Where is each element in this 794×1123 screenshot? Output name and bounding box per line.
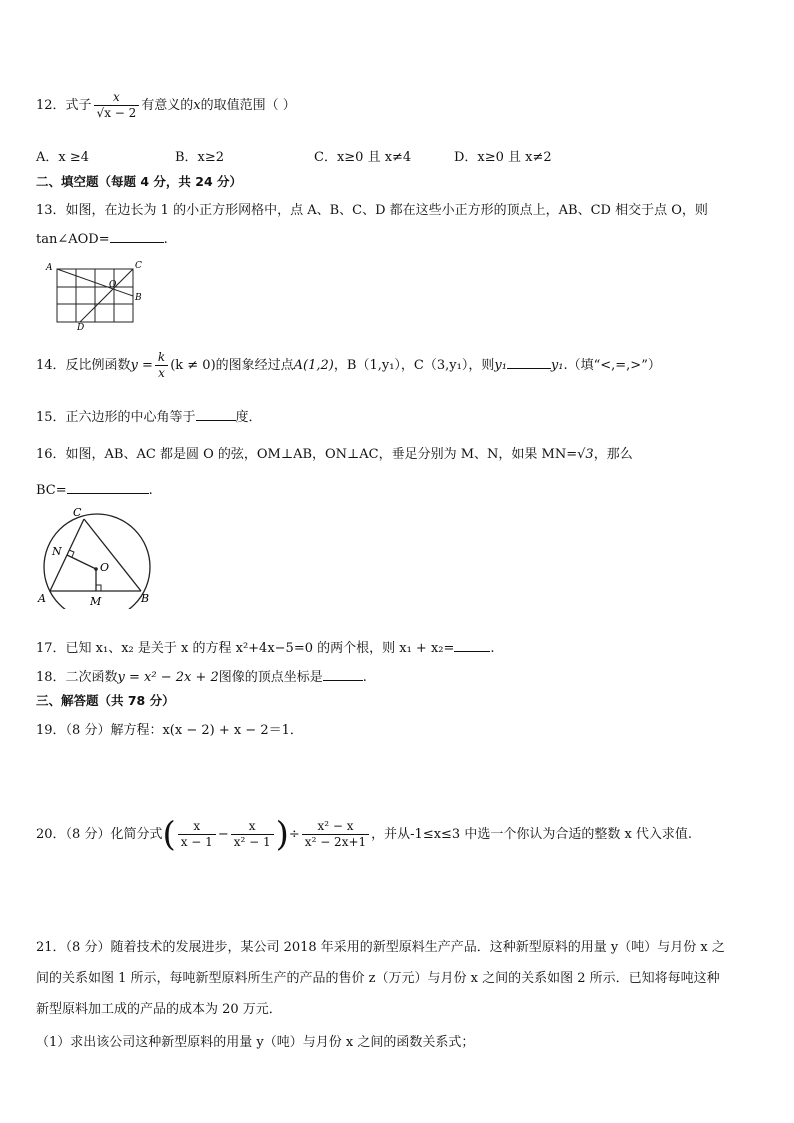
q12-option-b: B．x≥2 — [175, 150, 225, 165]
q12-suffix-a: 有意义的 — [141, 98, 194, 113]
q12-option-c: C．x≥0 且 x≠4 — [314, 150, 412, 165]
q18-mid: 图像的顶点坐标是 — [218, 670, 323, 685]
q17-text: 17．已知 x₁、x₂ 是关于 x 的方程 x²+4x−5=0 的两个根，则 x₁ + x₂= — [36, 641, 455, 656]
q18-line — [36, 666, 367, 685]
q21-line1: 21．（8 分）随着技术的发展进步，某公司 2018 年采用的新型原料生产产品．这种新型原料的用量 y（吨）与月份 x 之 — [36, 940, 725, 955]
q20-line — [36, 815, 692, 855]
q16-text: 16．如图，AB、AC 都是圆 O 的弦，OM⊥AB，ON⊥AC，垂足分别为 M、N，如果 MN= — [36, 447, 578, 462]
q20-minus: − — [217, 827, 229, 842]
q21-line2: 间的关系如图 1 所示，每吨新型原料所生产的产品的售价 z（万元）与月份 x 之间的关系如图 2 所示．已知将每吨这种 — [36, 971, 720, 986]
q12-suffix-b: 的取值范围（ ） — [200, 98, 296, 113]
q13-label-b: B — [135, 293, 142, 303]
q16-label-a: A — [38, 592, 46, 605]
segment-cd — [80, 269, 133, 322]
q14-y1-right: y₁ — [550, 358, 564, 373]
q21-sub1: （1）求出该公司这种新型原料的用量 y（吨）与月份 x 之间的函数关系式； — [36, 1035, 475, 1050]
q18-function: y = x² − 2x + 2 — [117, 670, 219, 685]
q16-text-end: ，那么 — [593, 447, 633, 462]
segment-on — [67, 555, 96, 569]
q14-sep2: ， — [400, 358, 414, 373]
q12-prefix: 12．式子 — [36, 98, 92, 113]
q18-period: . — [362, 670, 367, 685]
q14-condition: (k ≠ 0)的图象经过点 — [170, 358, 294, 373]
q12-var: x — [193, 98, 201, 113]
q20-prefix: 20．（8 分）化简分式 — [36, 827, 163, 842]
q14-then: ，则 — [468, 358, 495, 373]
q20-fraction-2 — [231, 819, 274, 850]
q20-divide: ÷ — [288, 827, 300, 842]
q13-tan-label: tan∠AOD= — [36, 232, 110, 247]
q13-line2 — [36, 230, 168, 247]
q13-line1: 13．如图，在边长为 1 的小正方形网格中，点 A、B、C、D 都在这些小正方形的顶点上，AB、CD 相交于点 O，则 — [36, 203, 708, 218]
section-3-heading: 三、解答题（共 78 分） — [36, 693, 175, 708]
center-dot — [94, 567, 98, 571]
segment-bc — [84, 519, 141, 591]
q21-line3: 新型原料加工成的产品的成本为 20 万元． — [36, 1002, 282, 1017]
right-paren: ) — [275, 814, 289, 855]
q20-suffix: ，并从-1≤x≤3 中选一个你认为合适的整数 x 代入求值. — [371, 827, 693, 842]
q16-label-o: O — [100, 561, 110, 574]
q16-period: . — [148, 483, 153, 498]
q16-answer-blank — [67, 481, 149, 494]
q18-prefix: 18．二次函数 — [36, 670, 118, 685]
q14-y1-left: y₁ — [494, 358, 507, 373]
q14-fraction — [155, 350, 168, 381]
q16-label-n: N — [52, 545, 62, 558]
q15-prefix: 15．正六边形的中心角等于 — [36, 410, 196, 425]
right-angle-m — [96, 585, 101, 591]
q16-line2 — [36, 481, 153, 498]
q20-f3-den: x² − 2x+1 — [304, 835, 367, 849]
q20-f1-num: x — [178, 819, 216, 835]
q14-point-a: A(1,2) — [293, 358, 334, 373]
q14-answer-blank — [507, 356, 551, 369]
q13-label-o: O — [109, 280, 117, 290]
q15-line — [36, 406, 262, 425]
q17-period: . — [490, 641, 495, 656]
q19-line: 19．（8 分）解方程：x(x − 2) + x − 2＝1． — [36, 723, 303, 738]
q20-f2-num: x — [231, 819, 274, 835]
q12-option-a: A．x ≥4 — [36, 150, 90, 165]
q16-label-b: B — [141, 592, 150, 605]
q20-fraction-1 — [178, 819, 216, 850]
q20-f3-num: x² − x — [302, 819, 369, 835]
q14-sep1: ， — [333, 358, 347, 373]
q13-label-a: A — [46, 263, 53, 273]
q20-fraction-3 — [302, 819, 369, 850]
q13-grid-figure — [40, 258, 150, 330]
q17-answer-blank — [454, 639, 490, 652]
q16-sqrt3: √3 — [577, 447, 594, 462]
q15-suffix: 度． — [235, 410, 262, 425]
q15-answer-blank — [196, 408, 236, 421]
q14-point-c: C（3,y₁） — [413, 358, 469, 373]
q20-f2-den: x² − 1 — [233, 835, 271, 849]
q14-point-b: B（1,y₁） — [346, 358, 401, 373]
q18-answer-blank — [323, 668, 363, 681]
q14-line — [36, 350, 661, 382]
left-paren: ( — [162, 814, 176, 855]
q16-bc-label: BC= — [36, 483, 67, 498]
q12-frac-num: x — [94, 90, 140, 106]
q12-fraction — [94, 90, 140, 121]
q13-answer-blank — [110, 230, 164, 243]
q16-label-m: M — [90, 595, 102, 608]
q13-label-c: C — [135, 261, 142, 271]
q12-line — [36, 90, 296, 121]
q12-option-d: D．x≥0 且 x≠2 — [454, 150, 552, 165]
q16-circle-figure — [34, 503, 156, 609]
q17-line — [36, 637, 495, 656]
q16-line1 — [36, 443, 633, 462]
q14-prefix: 14．反比例函数 — [36, 358, 131, 373]
q20-f1-den: x − 1 — [180, 835, 213, 849]
q13-period: . — [163, 232, 168, 247]
q14-y-eq: y = — [130, 358, 153, 373]
q14-k: k — [155, 350, 168, 366]
q14-fill-hint: .（填“<,=,>”） — [563, 358, 661, 373]
q14-x: x — [158, 366, 165, 380]
q13-label-d: D — [77, 323, 85, 330]
q12-frac-den: √x − 2 — [96, 106, 137, 120]
section-2-heading: 二、填空题（每题 4 分，共 24 分） — [36, 174, 243, 189]
q16-label-c: C — [73, 506, 82, 519]
